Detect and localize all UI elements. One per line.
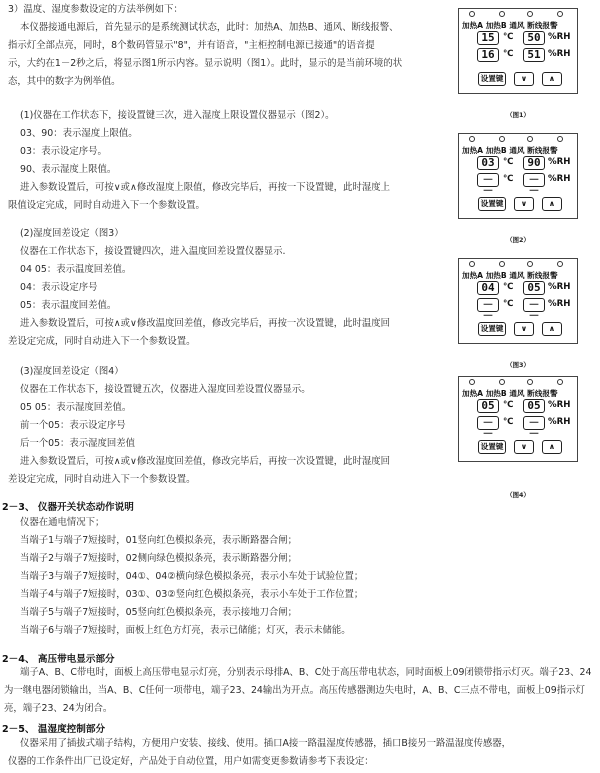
- item3-line: 仪器在工作状态下，接设置键五次，仪器进入湿度回差设置仪器显示。: [20, 384, 311, 395]
- item3-line: 后一个05：表示湿度回差值: [20, 438, 136, 449]
- set-button[interactable]: 设置键: [478, 72, 506, 86]
- led-icon: [469, 11, 475, 17]
- humidity-display: －－: [523, 298, 545, 312]
- display-panel: [458, 133, 578, 219]
- indicator-labels: 加热A 加热B 通风 断线报警: [462, 146, 558, 155]
- rh-unit: %RH: [548, 282, 571, 292]
- s23-line: 仪器在通电情况下；: [20, 517, 105, 528]
- display-panel: [458, 376, 578, 462]
- item1-line: 90、表示湿度上限值。: [20, 164, 117, 175]
- display-panel: [458, 258, 578, 344]
- led-icon: [557, 261, 563, 267]
- s23-line: 当端子6与端子7短接时，面板上红色方灯亮，表示已储能；灯灭，表示未储能。: [20, 625, 351, 636]
- section-heading: 2－4、 高压带电显示部分: [2, 654, 115, 665]
- down-button[interactable]: ∨: [514, 322, 534, 336]
- s23-line: 当端子5与端子7短接时，05竖向红色模拟条亮，表示接地刀合闸；: [20, 607, 297, 618]
- s24-paragraph: 端子A、B、C带电时，面板上高压带电显示灯亮，分别表示母排A、B、C处于高压带电状态，同时面板上09闭锁带指示灯灭。端子23、24为一继电器闭锁输出，当A、B、C任何一项带电，端子23、24输出为开点。高压传感器测边失电时，A、B、C三点不带电，面板上09指示灯亮，端子23、24为闭合。: [4, 667, 592, 714]
- down-button[interactable]: ∨: [514, 197, 534, 211]
- rh-unit: %RH: [548, 400, 571, 410]
- humidity-display: －－: [523, 173, 545, 187]
- s23-line: 当端子2与端子7短接时，02侧向绿色模拟条亮，表示断路器分闸；: [20, 553, 297, 564]
- item3-line: 进入参数设置后，可按∧或∨修改湿度回差值，修改完毕后，再按一次设置键，此时湿度回: [20, 456, 390, 467]
- item1-title: (1)仪器在工作状态下，接设置键三次，进入湿度上限设置仪器显示（图2）。: [20, 110, 335, 121]
- led-icon: [557, 11, 563, 17]
- led-icon: [527, 11, 533, 17]
- section-heading: 2－3、 仪器开关状态动作说明: [2, 502, 134, 513]
- celsius-unit: ℃: [503, 299, 514, 309]
- rh-unit: %RH: [548, 174, 571, 184]
- section-heading: 2－5、 温湿度控制部分: [2, 724, 106, 735]
- celsius-unit: ℃: [503, 157, 514, 167]
- humidity-display: －－: [523, 416, 545, 430]
- temp-display: －－: [477, 298, 499, 312]
- item1-line: 进入参数设置后，可按∨或∧修改湿度上限值，修改完毕后，再按一下设置键，此时湿度上: [20, 182, 390, 193]
- figure-caption: （图2）: [506, 236, 530, 244]
- led-icon: [527, 379, 533, 385]
- up-button[interactable]: ∧: [542, 72, 562, 86]
- indicator-labels: 加热A 加热B 通风 断线报警: [462, 271, 558, 280]
- indicator-leds: [459, 136, 577, 144]
- item2-line: 差设定完成，同时自动进入下一个参数设置。: [8, 336, 196, 347]
- intro-line-4: 态，其中的数字为例举值。: [8, 76, 121, 87]
- up-button[interactable]: ∧: [542, 197, 562, 211]
- temp-display: 15: [477, 31, 499, 45]
- temp-display: 05: [477, 399, 499, 413]
- display-panel: [458, 8, 578, 94]
- indicator-labels: 加热A 加热B 通风 断线报警: [462, 389, 558, 398]
- temp-display: 03: [477, 156, 499, 170]
- down-button[interactable]: ∨: [514, 440, 534, 454]
- item3-line: 05 05：表示湿度回差值。: [20, 402, 132, 413]
- item3-line: 前一个05：表示设定序号: [20, 420, 126, 431]
- rh-unit: %RH: [548, 157, 571, 167]
- item1-line: 03、90：表示湿度上限值。: [20, 128, 138, 139]
- item1-line: 限值设定完成，同时自动进入下一个参数设置。: [8, 200, 205, 211]
- temp-display: －－: [477, 416, 499, 430]
- indicator-leds: [459, 11, 577, 19]
- led-icon: [499, 261, 505, 267]
- celsius-unit: ℃: [503, 417, 514, 427]
- led-icon: [557, 379, 563, 385]
- rh-unit: %RH: [548, 299, 571, 309]
- figure-caption: （图4）: [506, 491, 530, 499]
- up-button[interactable]: ∧: [542, 322, 562, 336]
- intro-line-1: 本仪器接通电源后，首先显示的是系统测试状态，此时：加热A、加热B、通风、断线报警、: [20, 22, 399, 33]
- led-icon: [499, 379, 505, 385]
- celsius-unit: ℃: [503, 282, 514, 292]
- indicator-labels: 加热A 加热B 通风 断线报警: [462, 21, 558, 30]
- humidity-display: 50: [523, 31, 545, 45]
- figure-caption: （图1）: [506, 111, 530, 119]
- up-button[interactable]: ∧: [542, 440, 562, 454]
- s25-line: 仪器的工作条件出厂已设定好，产品处于自动位置，用户如需变更参数请参考下表设定：: [8, 756, 374, 767]
- led-icon: [469, 136, 475, 142]
- humidity-display: 05: [523, 281, 545, 295]
- led-icon: [527, 136, 533, 142]
- celsius-unit: ℃: [503, 174, 514, 184]
- item3-title: (3)湿度回差设定（图4）: [20, 366, 124, 377]
- item2-line: 05：表示温度回差值。: [20, 300, 117, 311]
- humidity-display: 90: [523, 156, 545, 170]
- intro-line-3: 示，大约在1－2秒之后，将显示图1所示内容。显示说明（图1）。此时，显示的是当前环境的状: [8, 58, 403, 69]
- temp-display: 16: [477, 48, 499, 62]
- celsius-unit: ℃: [503, 49, 514, 59]
- item2-title: (2)湿度回差设定（图3）: [20, 228, 124, 239]
- led-icon: [469, 261, 475, 267]
- item2-line: 04：表示设定序号: [20, 282, 98, 293]
- led-icon: [499, 136, 505, 142]
- celsius-unit: ℃: [503, 400, 514, 410]
- humidity-display: 51: [523, 48, 545, 62]
- rh-unit: %RH: [548, 32, 571, 42]
- set-button[interactable]: 设置键: [478, 197, 506, 211]
- led-icon: [469, 379, 475, 385]
- humidity-display: 05: [523, 399, 545, 413]
- indicator-leds: [459, 379, 577, 387]
- figure-caption: （图3）: [506, 361, 530, 369]
- item1-line: 03：表示设定序号。: [20, 146, 107, 157]
- led-icon: [557, 136, 563, 142]
- s23-line: 当端子3与端子7短接时，04①、04②横向绿色模拟条亮，表示小车处于试验位置；: [20, 571, 364, 582]
- set-button[interactable]: 设置键: [478, 440, 506, 454]
- celsius-unit: ℃: [503, 32, 514, 42]
- item2-line: 进入参数设置后，可按∧或∨修改温度回差值，修改完毕后，再按一次设置键，此时温度回: [20, 318, 390, 329]
- down-button[interactable]: ∨: [514, 72, 534, 86]
- indicator-leds: [459, 261, 577, 269]
- s23-line: 当端子4与端子7短接时，03①、03②竖向红色模拟条亮，表示小车处于工作位置；: [20, 589, 364, 600]
- item3-line: 差设定完成，同时自动进入下一个参数设置。: [8, 474, 196, 485]
- s25-line: 仪器采用了插拔式端子结构，方便用户安装、接线、使用。插口A接一路温湿度传感器，插口B接另一路温湿度传感器，: [20, 738, 511, 749]
- temp-display: 04: [477, 281, 499, 295]
- rh-unit: %RH: [548, 417, 571, 427]
- item2-line: 04 05：表示温度回差值。: [20, 264, 132, 275]
- led-icon: [499, 11, 505, 17]
- section-title: 3）温度、湿度参数设定的方法举例如下：: [8, 4, 183, 15]
- led-icon: [527, 261, 533, 267]
- intro-line-2: 指示灯全部点亮，同时，8个数码管显示"8"，并有语音，"主柜控制电源已接通"的语音提: [8, 40, 375, 51]
- s23-line: 当端子1与端子7短接时，01竖向红色模拟条亮，表示断路器合闸；: [20, 535, 297, 546]
- temp-display: －－: [477, 173, 499, 187]
- set-button[interactable]: 设置键: [478, 322, 506, 336]
- item2-line: 仪器在工作状态下，接设置键四次，进入温度回差设置仪器显示.: [20, 246, 286, 257]
- rh-unit: %RH: [548, 49, 571, 59]
